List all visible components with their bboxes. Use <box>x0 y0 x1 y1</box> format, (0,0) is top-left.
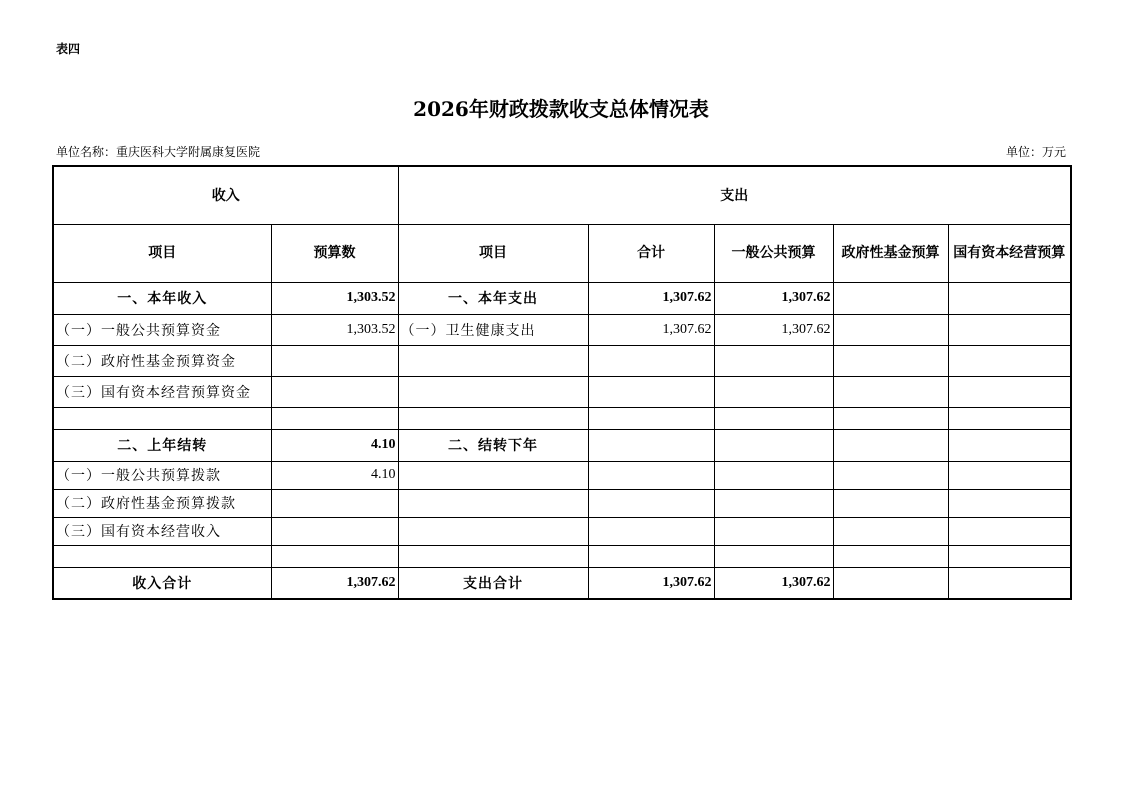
table-row <box>53 489 1071 517</box>
table-row <box>53 567 1071 599</box>
gov-fund-budget-cell <box>833 282 948 314</box>
general-public-budget-cell <box>714 429 833 461</box>
column-header-row <box>53 224 1071 282</box>
expense-total-cell: 1,307.62 <box>588 282 714 314</box>
gov-fund-budget-cell <box>833 545 948 567</box>
gov-fund-budget-cell <box>833 517 948 545</box>
general-public-budget-cell: 1,307.62 <box>714 314 833 345</box>
income-amount-cell <box>271 345 398 376</box>
expense-total-cell <box>588 489 714 517</box>
state-capital-budget-cell <box>948 489 1071 517</box>
expense-item-cell <box>398 517 588 545</box>
income-item-cell: （一）一般公共预算资金 <box>53 314 271 345</box>
expense-item-cell <box>398 345 588 376</box>
gov-fund-budget-header: 政府性基金预算 <box>833 224 948 282</box>
expense-item-cell <box>398 489 588 517</box>
table-row <box>53 376 1071 407</box>
table-row <box>53 517 1071 545</box>
expense-item-cell: （一）卫生健康支出 <box>398 314 588 345</box>
income-item-cell <box>53 545 271 567</box>
state-capital-budget-header: 国有资本经营预算 <box>948 224 1071 282</box>
section-header-row <box>53 166 1071 224</box>
currency-unit: 单位：万元 <box>1005 145 1066 159</box>
income-amount-cell <box>271 376 398 407</box>
expense-item-cell: 支出合计 <box>398 567 588 599</box>
state-capital-budget-cell <box>948 282 1071 314</box>
general-public-budget-cell: 1,307.62 <box>714 567 833 599</box>
general-public-budget-header: 一般公共预算 <box>714 224 833 282</box>
gov-fund-budget-cell <box>833 429 948 461</box>
income-item-cell: 收入合计 <box>53 567 271 599</box>
income-amount-cell: 4.10 <box>271 429 398 461</box>
gov-fund-budget-cell <box>833 567 948 599</box>
table-row <box>53 407 1071 429</box>
state-capital-budget-cell <box>948 314 1071 345</box>
state-capital-budget-cell <box>948 461 1071 489</box>
expense-total-cell <box>588 461 714 489</box>
income-amount-cell <box>271 545 398 567</box>
general-public-budget-cell <box>714 376 833 407</box>
table-number: 表四 <box>56 42 81 56</box>
general-public-budget-cell <box>714 407 833 429</box>
income-item-cell <box>53 407 271 429</box>
gov-fund-budget-cell <box>833 489 948 517</box>
general-public-budget-cell <box>714 345 833 376</box>
income-amount-cell: 4.10 <box>271 461 398 489</box>
expense-total-cell <box>588 376 714 407</box>
table-row <box>53 429 1071 461</box>
unit-name: 单位名称：重庆医科大学附属康复医院 <box>56 145 261 159</box>
income-amount-cell: 1,307.62 <box>271 567 398 599</box>
income-item-cell: （一）一般公共预算拨款 <box>53 461 271 489</box>
general-public-budget-cell <box>714 545 833 567</box>
income-item-header: 项目 <box>53 224 271 282</box>
gov-fund-budget-cell <box>833 345 948 376</box>
state-capital-budget-cell <box>948 376 1071 407</box>
income-amount-cell: 1,303.52 <box>271 282 398 314</box>
expense-total-cell: 1,307.62 <box>588 567 714 599</box>
expense-item-cell <box>398 407 588 429</box>
table-row <box>53 345 1071 376</box>
expense-total-cell <box>588 517 714 545</box>
expense-item-cell: 二、结转下年 <box>398 429 588 461</box>
income-item-cell: （二）政府性基金预算拨款 <box>53 489 271 517</box>
state-capital-budget-cell <box>948 407 1071 429</box>
expense-total-cell: 1,307.62 <box>588 314 714 345</box>
expense-total-cell <box>588 345 714 376</box>
state-capital-budget-cell <box>948 567 1071 599</box>
expense-section-header: 支出 <box>398 166 1071 224</box>
expense-item-header: 项目 <box>398 224 588 282</box>
income-amount-cell: 1,303.52 <box>271 314 398 345</box>
page-title: 2026年财政拨款收支总体情况表 <box>413 97 709 121</box>
table-row <box>53 314 1071 345</box>
state-capital-budget-cell <box>948 517 1071 545</box>
general-public-budget-cell <box>714 517 833 545</box>
income-item-cell: （二）政府性基金预算资金 <box>53 345 271 376</box>
expense-total-cell <box>588 429 714 461</box>
income-amount-cell <box>271 407 398 429</box>
expense-total-cell <box>588 545 714 567</box>
state-capital-budget-cell <box>948 345 1071 376</box>
expense-item-cell <box>398 376 588 407</box>
income-item-cell: （三）国有资本经营预算资金 <box>53 376 271 407</box>
gov-fund-budget-cell <box>833 314 948 345</box>
budget-amount-header: 预算数 <box>271 224 398 282</box>
gov-fund-budget-cell <box>833 461 948 489</box>
income-item-cell: 二、上年结转 <box>53 429 271 461</box>
table-row <box>53 545 1071 567</box>
expense-item-cell <box>398 545 588 567</box>
income-amount-cell <box>271 489 398 517</box>
general-public-budget-cell <box>714 461 833 489</box>
expense-item-cell: 一、本年支出 <box>398 282 588 314</box>
expense-item-cell <box>398 461 588 489</box>
gov-fund-budget-cell <box>833 407 948 429</box>
gov-fund-budget-cell <box>833 376 948 407</box>
income-item-cell: （三）国有资本经营收入 <box>53 517 271 545</box>
table-row <box>53 461 1071 489</box>
state-capital-budget-cell <box>948 545 1071 567</box>
general-public-budget-cell <box>714 489 833 517</box>
general-public-budget-cell: 1,307.62 <box>714 282 833 314</box>
income-amount-cell <box>271 517 398 545</box>
income-section-header: 收入 <box>53 166 398 224</box>
expense-total-cell <box>588 407 714 429</box>
budget-table <box>52 165 1072 600</box>
income-item-cell: 一、本年收入 <box>53 282 271 314</box>
state-capital-budget-cell <box>948 429 1071 461</box>
total-header: 合计 <box>588 224 714 282</box>
table-row <box>53 282 1071 314</box>
